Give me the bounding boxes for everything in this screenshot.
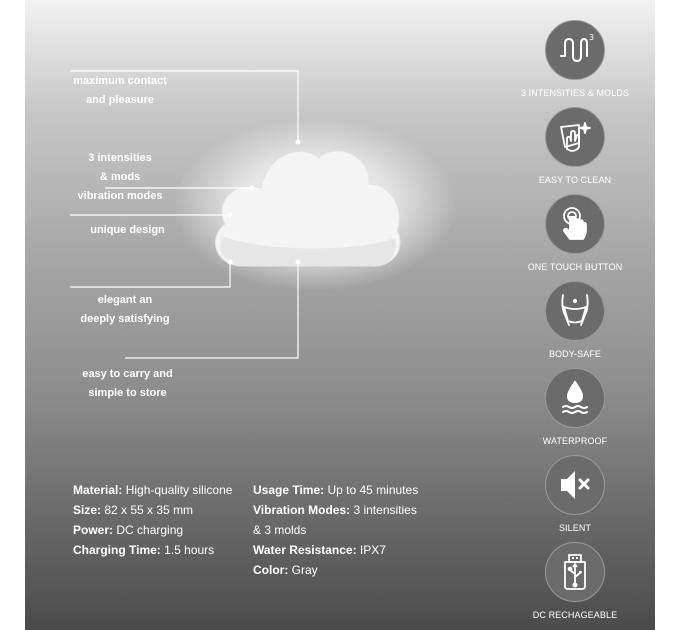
product-panel bbox=[25, 0, 655, 630]
feature-body-safe bbox=[515, 281, 635, 359]
specs-left-column bbox=[73, 480, 232, 560]
feature-silent bbox=[515, 455, 635, 533]
feature-label: BODY-SAFE bbox=[548, 349, 602, 359]
callout-intensities: 3 intensities & mods vibration modes bbox=[77, 152, 163, 202]
feature-label: ONE TOUCH BUTTON bbox=[527, 262, 623, 272]
body-safe-icon bbox=[545, 281, 605, 341]
spec-size: Size: 82 x 55 x 35 mm bbox=[73, 503, 194, 517]
usb-plug-icon bbox=[545, 542, 605, 602]
callout-easy-carry: easy to carry and simple to store bbox=[82, 368, 173, 399]
callout-elegant: elegant an deeply satisfying bbox=[80, 294, 170, 325]
spec-power: Power: DC charging bbox=[73, 523, 184, 537]
svg-text:3: 3 bbox=[589, 33, 595, 42]
feature-easy-clean bbox=[515, 107, 635, 185]
speaker-mute-icon bbox=[545, 455, 605, 515]
feature-label: EASY TO CLEAN bbox=[538, 175, 612, 185]
spec-material: Material: High-quality silicone bbox=[73, 483, 233, 497]
feature-one-touch bbox=[515, 194, 635, 272]
water-drop-icon bbox=[545, 368, 605, 428]
spec-usage-time: Usage Time: Up to 45 minutes bbox=[253, 483, 419, 497]
vibration-wave-icon bbox=[545, 20, 605, 80]
touch-button-icon bbox=[545, 194, 605, 254]
spec-color: Color: Gray bbox=[253, 563, 318, 577]
callout-unique-design: unique design bbox=[90, 224, 165, 236]
feature-label: WATERPROOF bbox=[542, 436, 608, 446]
clean-wipe-icon bbox=[545, 107, 605, 167]
spec-vibration-modes: Vibration Modes: 3 intensities & 3 molds bbox=[253, 503, 417, 537]
spec-charging-time: Charging Time: 1.5 hours bbox=[73, 543, 215, 557]
callout-maximum-contact: maximum contact and pleasure bbox=[73, 75, 167, 106]
feature-label: 3 INTENSITIES & MOLDS bbox=[520, 88, 630, 98]
spec-water-resistance: Water Resistance: IPX7 bbox=[253, 543, 386, 557]
feature-waterproof bbox=[515, 368, 635, 446]
feature-label: DC RECHAGEABLE bbox=[532, 610, 618, 620]
feature-label: SILENT bbox=[558, 523, 592, 533]
feature-dc-rechargeable bbox=[515, 542, 635, 620]
feature-intensities bbox=[515, 20, 635, 98]
specs-right-column bbox=[253, 480, 428, 580]
